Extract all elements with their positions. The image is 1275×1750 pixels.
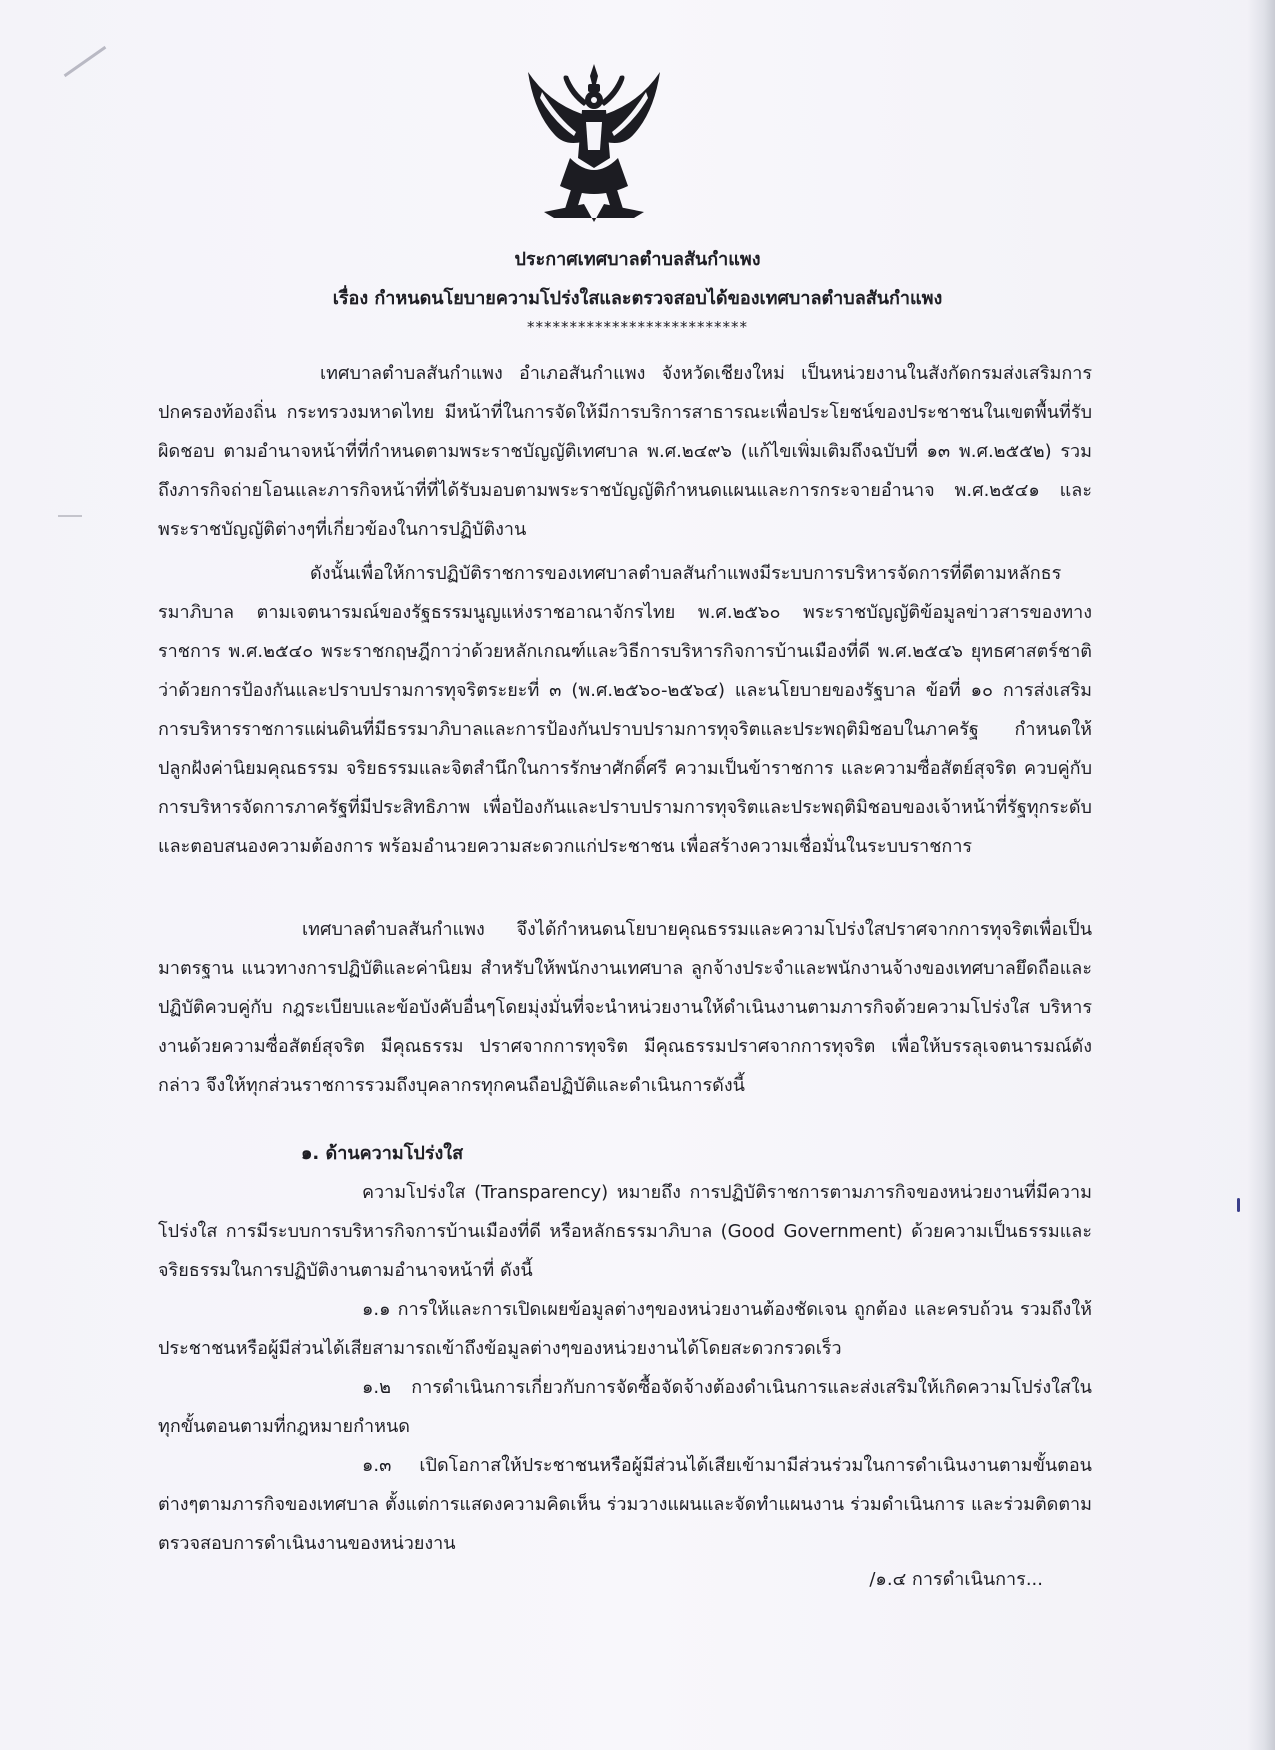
paragraph-policy: เทศบาลตำบลสันกำแพง จึงได้กำหนดนโยบายคุณธรรมและความโปร่งใสปราศจากการทุจริตเพื่อเป็นมาตรฐาน แนวทางการปฏิบัติและค่านิยม สำหรับให้พนักงานเทศบาล ลูกจ้างประจำและพนักงานจ้างของเทศบาลยึดถือและปฏิบัติควบคู่กับ กฎระเบียบและข้อบังคับอื่นๆโดยมุ่งมั่นที่จะนำหน่วยงานให้ดำเนินงานตามภารกิจด้วยความโปร่งใส บริหารงานด้วยความซื่อสัตย์สุจริต มีคุณธรรม ปราศจากการทุจริต มีคุณธรรมปราศจากการทุจริต เพื่อให้บรรลุเจตนารมณ์ดังกล่าว จึงให้ทุกส่วนราชการรวมถึงบุคลากรทุกคนถือปฏิบัติและดำเนินการดังนี้ [158, 919, 1092, 1096]
ink-mark [1237, 1198, 1240, 1212]
clause-1-2: ๑.๒ การดำเนินการเกี่ยวกับการจัดซื้อจัดจ้างต้องดำเนินการและส่งเสริมให้เกิดความโปร่งใสในทุกขั้นตอนตามที่กฎหมายกำหนด [158, 1377, 1092, 1437]
section-heading-transparency: ๑. ด้านความโปร่งใส [301, 1143, 464, 1164]
announcement-subject: เรื่อง กำหนดนโยบายความโปร่งใสและตรวจสอบได้ของเทศบาลตำบลสันกำแพง [332, 288, 943, 309]
clause-1-1: ๑.๑ การให้และการเปิดเผยข้อมูลต่างๆของหน่วยงานต้องชัดเจน ถูกต้อง และครบถ้วน รวมถึงให้ประชาชนหรือผู้มีส่วนได้เสียสามารถเข้าถึงข้อมูลต่างๆของหน่วยงานได้โดยสะดวกรวดเร็ว [158, 1299, 1092, 1359]
scan-smudge [64, 46, 107, 77]
scan-smudge [58, 515, 82, 517]
paragraph-intro: เทศบาลตำบลสันกำแพง อำเภอสันกำแพง จังหวัดเชียงใหม่ เป็นหน่วยงานในสังกัดกรมส่งเสริมการปกครองท้องถิ่น กระทรวงมหาดไทย มีหน้าที่ในการจัดให้มีการบริการสาธารณะเพื่อประโยชน์ของประชาชนในเขตพื้นที่รับผิดชอบ ตามอำนาจหน้าที่ที่กำหนดตามพระราชบัญญัติเทศบาล พ.ศ.๒๔๙๖ (แก้ไขเพิ่มเติมถึงฉบับที่ ๑๓ พ.ศ.๒๕๕๒) รวมถึงภารกิจถ่ายโอนและภารกิจหน้าที่ที่ได้รับมอบตามพระราชบัญญัติกำหนดแผนและการกระจายอำนาจ พ.ศ.๒๕๔๑ และพระราชบัญญัติต่างๆที่เกี่ยวข้องในการปฏิบัติงาน [158, 363, 1092, 540]
clause-1-3: ๑.๓ เปิดโอกาสให้ประชาชนหรือผู้มีส่วนได้เสียเข้ามามีส่วนร่วมในการดำเนินงานตามขั้นตอนต่างๆตามภารกิจของเทศบาล ตั้งแต่การแสดงความคิดเห็น ร่วมวางแผนและจัดทำแผนงาน ร่วมดำเนินการ และร่วมติดตามตรวจสอบการดำเนินงานของหน่วยงาน [158, 1455, 1092, 1554]
page-continuation: /๑.๔ การดำเนินการ... [869, 1569, 1043, 1590]
announcement-title: ประกาศเทศบาลตำบลสันกำแพง [514, 249, 761, 270]
paragraph-transparency-definition: ความโปร่งใส (Transparency) หมายถึง การปฏิบัติราชการตามภารกิจของหน่วยงานที่มีความโปร่งใส การมีระบบการบริหารกิจการบ้านเมืองที่ดี หรือหลักธรรมาภิบาล (Good Government) ด้วยความเป็นธรรมและจริยธรรมในการปฏิบัติงานตามอำนาจหน้าที่ ดังนี้ [158, 1182, 1092, 1281]
separator-line: ************************** [527, 318, 748, 336]
garuda-emblem-icon [524, 62, 664, 224]
paragraph-rationale: ดังนั้นเพื่อให้การปฏิบัติราชการของเทศบาลตำบลสันกำแพงมีระบบการบริหารจัดการที่ดีตามหลักธรรมาภิบาล ตามเจตนารมณ์ของรัฐธรรมนูญแห่งราชอาณาจักรไทย พ.ศ.๒๕๖๐ พระราชบัญญัติข้อมูลข่าวสารของทางราชการ พ.ศ.๒๕๔๐ พระราชกฤษฎีกาว่าด้วยหลักเกณฑ์และวิธีการบริหารกิจการบ้านเมืองที่ดี พ.ศ.๒๕๔๖ ยุทธศาสตร์ชาติว่าด้วยการป้องกันและปราบปรามการทุจริตระยะที่ ๓ (พ.ศ.๒๕๖๐-๒๕๖๔) และนโยบายของรัฐบาล ข้อที่ ๑๐ การส่งเสริมการบริหารราชการแผ่นดินที่มีธรรมาภิบาลและการป้องกันปราบปรามการทุจริตและประพฤติมิชอบในภาครัฐ กำหนดให้ปลูกฝังค่านิยมคุณธรรม จริยธรรมและจิตสำนึกในการรักษาศักดิ์ศรี ความเป็นข้าราชการ และความซื่อสัตย์สุจริต ควบคู่กับการบริหารจัดการภาครัฐที่มีประสิทธิภาพ เพื่อป้องกันและปราบปรามการทุจริตและประพฤติมิชอบของเจ้าหน้าที่รัฐทุกระดับ และตอบสนองความต้องการ พร้อมอำนวยความสะดวกแก่ประชาชน เพื่อสร้างความเชื่อมั่นในระบบราชการ [158, 563, 1092, 857]
